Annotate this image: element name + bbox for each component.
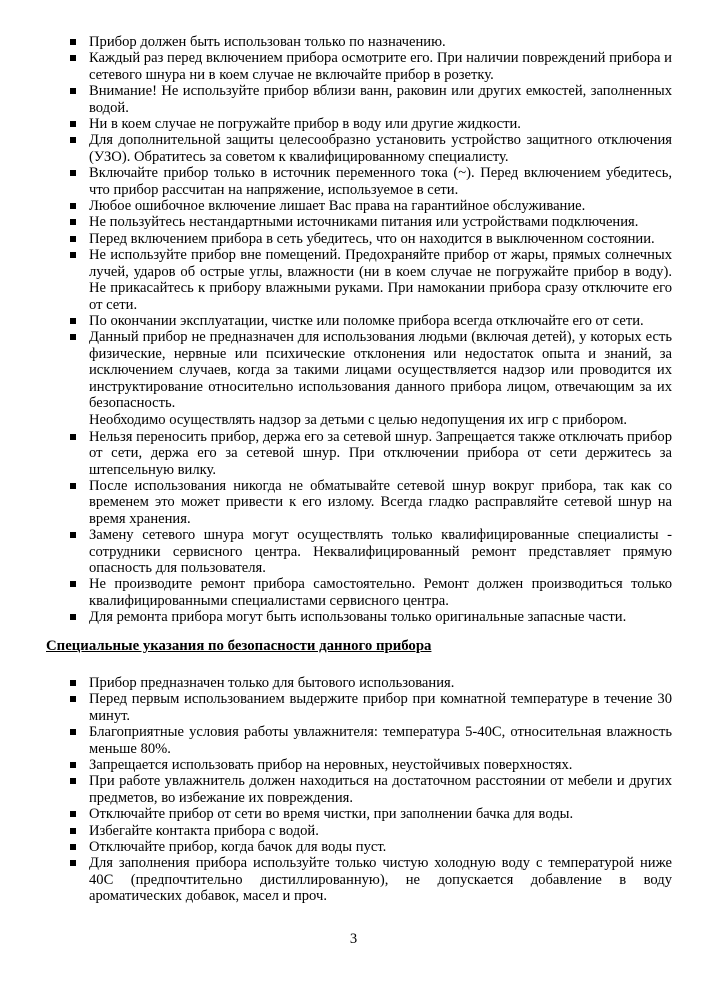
list-item bbox=[70, 231, 672, 247]
list-item bbox=[70, 478, 672, 527]
list-item-text: Не производите ремонт прибора самостоятельно. Ремонт должен производиться только квалифицированными специалистами сервисного центра. bbox=[89, 576, 672, 609]
list-item-text: Перед включением прибора в сеть убедитесь, что он находится в выключенном состоянии. bbox=[89, 230, 655, 247]
square-bullet-icon bbox=[70, 778, 76, 784]
square-bullet-icon bbox=[70, 860, 76, 866]
square-bullet-icon bbox=[70, 844, 76, 850]
general-safety-list bbox=[70, 34, 672, 626]
list-item-text: Избегайте контакта прибора с водой. bbox=[89, 822, 319, 839]
list-item bbox=[70, 132, 672, 165]
list-item-text: Данный прибор не предназначен для использования людьми (включая детей), у которых есть физические, нервные или психические отклонения или недостаток опыта и знаний, за исключением случаев, когда за такими лицами осуществляется надзор или проводится их инструктирование относительно использования данного прибора лицом, отвечающим за их безопасность. bbox=[89, 329, 672, 411]
square-bullet-icon bbox=[70, 88, 76, 94]
list-item-text: По окончании эксплуатации, чистке или поломке прибора всегда отключайте его от сети. bbox=[89, 312, 644, 329]
square-bullet-icon bbox=[70, 170, 76, 176]
list-item-text: Для заполнения прибора используйте только чистую холодную воду с температурой ниже 40С (предпочтительно дистиллированную), не допускается добавление в воду ароматических добавок, масел и проч. bbox=[89, 855, 672, 905]
page-number: 3 bbox=[349, 931, 358, 947]
list-item-text: Замену сетевого шнура могут осуществлять только квалифицированные специалисты - сотрудники сервисного центра. Неквалифицированный ремонт представляет прямую опасность для пользователя. bbox=[89, 527, 672, 576]
list-item bbox=[70, 50, 672, 83]
list-item bbox=[70, 675, 672, 691]
square-bullet-icon bbox=[70, 236, 76, 242]
square-bullet-icon bbox=[70, 696, 76, 702]
list-item-text: После использования никогда не обматывайте сетевой шнур вокруг прибора, так как со временем это может привести к его излому. Всегда гладко расправляйте сетевой шнур на время хранения. bbox=[89, 477, 672, 527]
square-bullet-icon bbox=[70, 729, 76, 735]
list-item bbox=[70, 247, 672, 313]
list-item bbox=[70, 855, 672, 904]
square-bullet-icon bbox=[70, 137, 76, 143]
square-bullet-icon bbox=[70, 203, 76, 209]
list-item bbox=[70, 691, 672, 724]
list-item bbox=[70, 724, 672, 757]
list-item-text: Для ремонта прибора могут быть использованы только оригинальные запасные части. bbox=[89, 609, 627, 626]
list-item-text: Прибор должен быть использован только по назначению. bbox=[89, 34, 446, 50]
list-item bbox=[70, 773, 672, 806]
list-item bbox=[70, 165, 672, 198]
square-bullet-icon bbox=[70, 39, 76, 45]
list-item-text: Для дополнительной защиты целесообразно установить устройство защитного отключения (УЗО). Обратитесь за советом к квалифицированному специалисту. bbox=[89, 132, 672, 165]
square-bullet-icon bbox=[70, 483, 76, 489]
list-item-text: Любое ошибочное включение лишает Вас права на гарантийное обслуживание. bbox=[89, 198, 586, 215]
list-item-text: Не используйте прибор вне помещений. Предохраняйте прибор от жары, прямых солнечных лучей, ударов об острые углы, влажности (ни в коем случае не погружайте прибор в воду). Не прикасайтесь к прибору влажными руками. При намокании прибора сразу отключите его от сети. bbox=[89, 247, 672, 313]
list-item-text: Запрещается использовать прибор на неровных, неустойчивых поверхностях. bbox=[89, 757, 573, 774]
list-item-text: Ни в коем случае не погружайте прибор в воду или другие жидкости. bbox=[89, 116, 521, 133]
list-item bbox=[70, 527, 672, 576]
list-item bbox=[70, 576, 672, 609]
list-item bbox=[70, 198, 672, 214]
list-item bbox=[70, 34, 672, 50]
list-item-text: Каждый раз перед включением прибора осмотрите его. При наличии повреждений прибора и сетевого шнура ни в коем случае не включайте прибор в розетку. bbox=[89, 50, 672, 83]
list-item-text: Не пользуйтесь нестандартными источниками питания или устройствами подключения. bbox=[89, 214, 639, 231]
list-item bbox=[70, 429, 672, 478]
square-bullet-icon bbox=[70, 680, 76, 686]
square-bullet-icon bbox=[70, 434, 76, 440]
square-bullet-icon bbox=[70, 252, 76, 258]
list-item bbox=[70, 823, 672, 839]
list-item-text: Перед первым использованием выдержите прибор при комнатной температуре в течение 30 минут. bbox=[89, 691, 672, 724]
list-item bbox=[70, 313, 672, 329]
square-bullet-icon bbox=[70, 581, 76, 587]
list-item-text: Благоприятные условия работы увлажнителя: температура 5-40С, относительная влажность меньше 80%. bbox=[89, 724, 672, 757]
list-item bbox=[70, 214, 672, 230]
list-item bbox=[70, 609, 672, 625]
list-item-text: Отключайте прибор от сети во время чистки, при заполнении бачка для воды. bbox=[89, 806, 574, 823]
square-bullet-icon bbox=[70, 811, 76, 817]
special-safety-list bbox=[70, 675, 672, 905]
list-item bbox=[70, 757, 672, 773]
square-bullet-icon bbox=[70, 55, 76, 61]
list-item bbox=[70, 329, 672, 428]
square-bullet-icon bbox=[70, 318, 76, 324]
square-bullet-icon bbox=[70, 762, 76, 768]
square-bullet-icon bbox=[70, 828, 76, 834]
list-item bbox=[70, 839, 672, 855]
square-bullet-icon bbox=[70, 614, 76, 620]
list-item-text: Включайте прибор только в источник переменного тока (~). Перед включением убедитесь, что прибор рассчитан на напряжение, используемое в сети. bbox=[89, 165, 672, 198]
square-bullet-icon bbox=[70, 532, 76, 538]
list-item-text: Внимание! Не используйте прибор вблизи ванн, раковин или других емкостей, заполненных водой. bbox=[89, 83, 672, 116]
list-item-text: Отключайте прибор, когда бачок для воды пуст. bbox=[89, 839, 387, 856]
children-supervision-note: Необходимо осуществлять надзор за детьми с целью недопущения их игр с прибором. bbox=[89, 412, 628, 429]
list-item bbox=[70, 83, 672, 116]
square-bullet-icon bbox=[70, 121, 76, 127]
list-item bbox=[70, 806, 672, 822]
special-instructions-heading: Специальные указания по безопасности данного прибора bbox=[46, 638, 432, 654]
list-item bbox=[70, 116, 672, 132]
square-bullet-icon bbox=[70, 334, 76, 340]
list-item-text: Прибор предназначен только для бытового использования. bbox=[89, 675, 455, 691]
list-item-text: При работе увлажнитель должен находиться на достаточном расстоянии от мебели и других предметов, во избежание их повреждения. bbox=[89, 773, 672, 806]
list-item-text: Нельзя переносить прибор, держа его за сетевой шнур. Запрещается также отключать прибор от сети, держа его за сетевой шнур. При отключении прибора от сети держитесь за штепсельную вилку. bbox=[89, 428, 672, 478]
square-bullet-icon bbox=[70, 219, 76, 225]
